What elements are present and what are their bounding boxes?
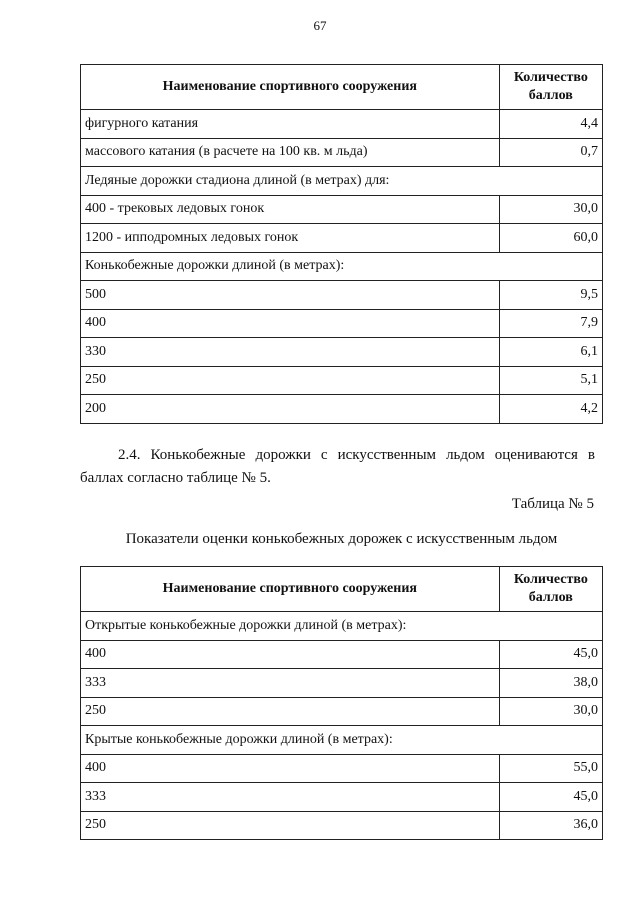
table-header-row: [81, 567, 603, 612]
column-header-name: Наименование спортивного сооружения: [81, 65, 500, 110]
table-section-row: [81, 167, 603, 196]
table-row: [81, 366, 603, 395]
table-row: [81, 783, 603, 812]
points-cell: 30,0: [499, 195, 602, 224]
column-header-name: Наименование спортивного сооружения: [81, 567, 500, 612]
points-cell: 9,5: [499, 281, 602, 310]
points-cell: 38,0: [499, 669, 602, 698]
facility-name-cell: 250: [81, 366, 500, 395]
table-header-row: [81, 65, 603, 110]
section-label: Ледяные дорожки стадиона длиной (в метрах) для:: [81, 167, 603, 196]
points-cell: 55,0: [499, 754, 602, 783]
table-2: [80, 566, 603, 840]
points-cell: 7,9: [499, 309, 602, 338]
facility-name-cell: 250: [81, 811, 500, 840]
page-number: 67: [313, 18, 327, 33]
table-row: [81, 309, 603, 338]
table-row: [81, 811, 603, 840]
table-section-row: [81, 726, 603, 755]
table-row: [81, 338, 603, 367]
table-row: [81, 281, 603, 310]
table-row: [81, 195, 603, 224]
column-header-points: Количество баллов: [499, 567, 602, 612]
table-1: [80, 64, 603, 424]
table-row: [81, 224, 603, 253]
facility-name-cell: 333: [81, 783, 500, 812]
section-label: Открытые конькобежные дорожки длиной (в метрах):: [81, 612, 603, 641]
points-cell: 36,0: [499, 811, 602, 840]
points-cell: 4,2: [499, 395, 602, 424]
facility-name-cell: 330: [81, 338, 500, 367]
table-label: Таблица № 5: [511, 496, 594, 512]
table-section-row: [81, 252, 603, 281]
facility-name-cell: 500: [81, 281, 500, 310]
column-header-points: Количество баллов: [499, 65, 602, 110]
table-row: [81, 697, 603, 726]
table-section-row: [81, 612, 603, 641]
facility-name-cell: фигурного катания: [81, 110, 500, 139]
facility-name-cell: 333: [81, 669, 500, 698]
table-row: [81, 395, 603, 424]
points-cell: 45,0: [499, 783, 602, 812]
points-cell: 0,7: [499, 138, 602, 167]
facility-name-cell: 400: [81, 640, 500, 669]
paragraph-2-4: 2.4. Конькобежные дорожки с искусственным льдом оцениваются в баллах согласно таблице № 5.: [80, 447, 595, 486]
points-cell: 6,1: [499, 338, 602, 367]
section-label: Крытые конькобежные дорожки длиной (в метрах):: [81, 726, 603, 755]
points-cell: 5,1: [499, 366, 602, 395]
facility-name-cell: 1200 - ипподромных ледовых гонок: [81, 224, 500, 253]
points-cell: 30,0: [499, 697, 602, 726]
table-row: [81, 754, 603, 783]
section-label: Конькобежные дорожки длиной (в метрах):: [81, 252, 603, 281]
facility-name-cell: 400: [81, 309, 500, 338]
points-cell: 45,0: [499, 640, 602, 669]
points-cell: 60,0: [499, 224, 602, 253]
facility-name-cell: 200: [81, 395, 500, 424]
facility-name-cell: 400: [81, 754, 500, 783]
facility-name-cell: 250: [81, 697, 500, 726]
table-row: [81, 669, 603, 698]
table-caption: Показатели оценки конькобежных дорожек с искусственным льдом: [125, 531, 558, 547]
points-cell: 4,4: [499, 110, 602, 139]
table-row: [81, 640, 603, 669]
table-row: [81, 138, 603, 167]
facility-name-cell: массового катания (в расчете на 100 кв. м льда): [81, 138, 500, 167]
facility-name-cell: 400 - трековых ледовых гонок: [81, 195, 500, 224]
table-row: [81, 110, 603, 139]
